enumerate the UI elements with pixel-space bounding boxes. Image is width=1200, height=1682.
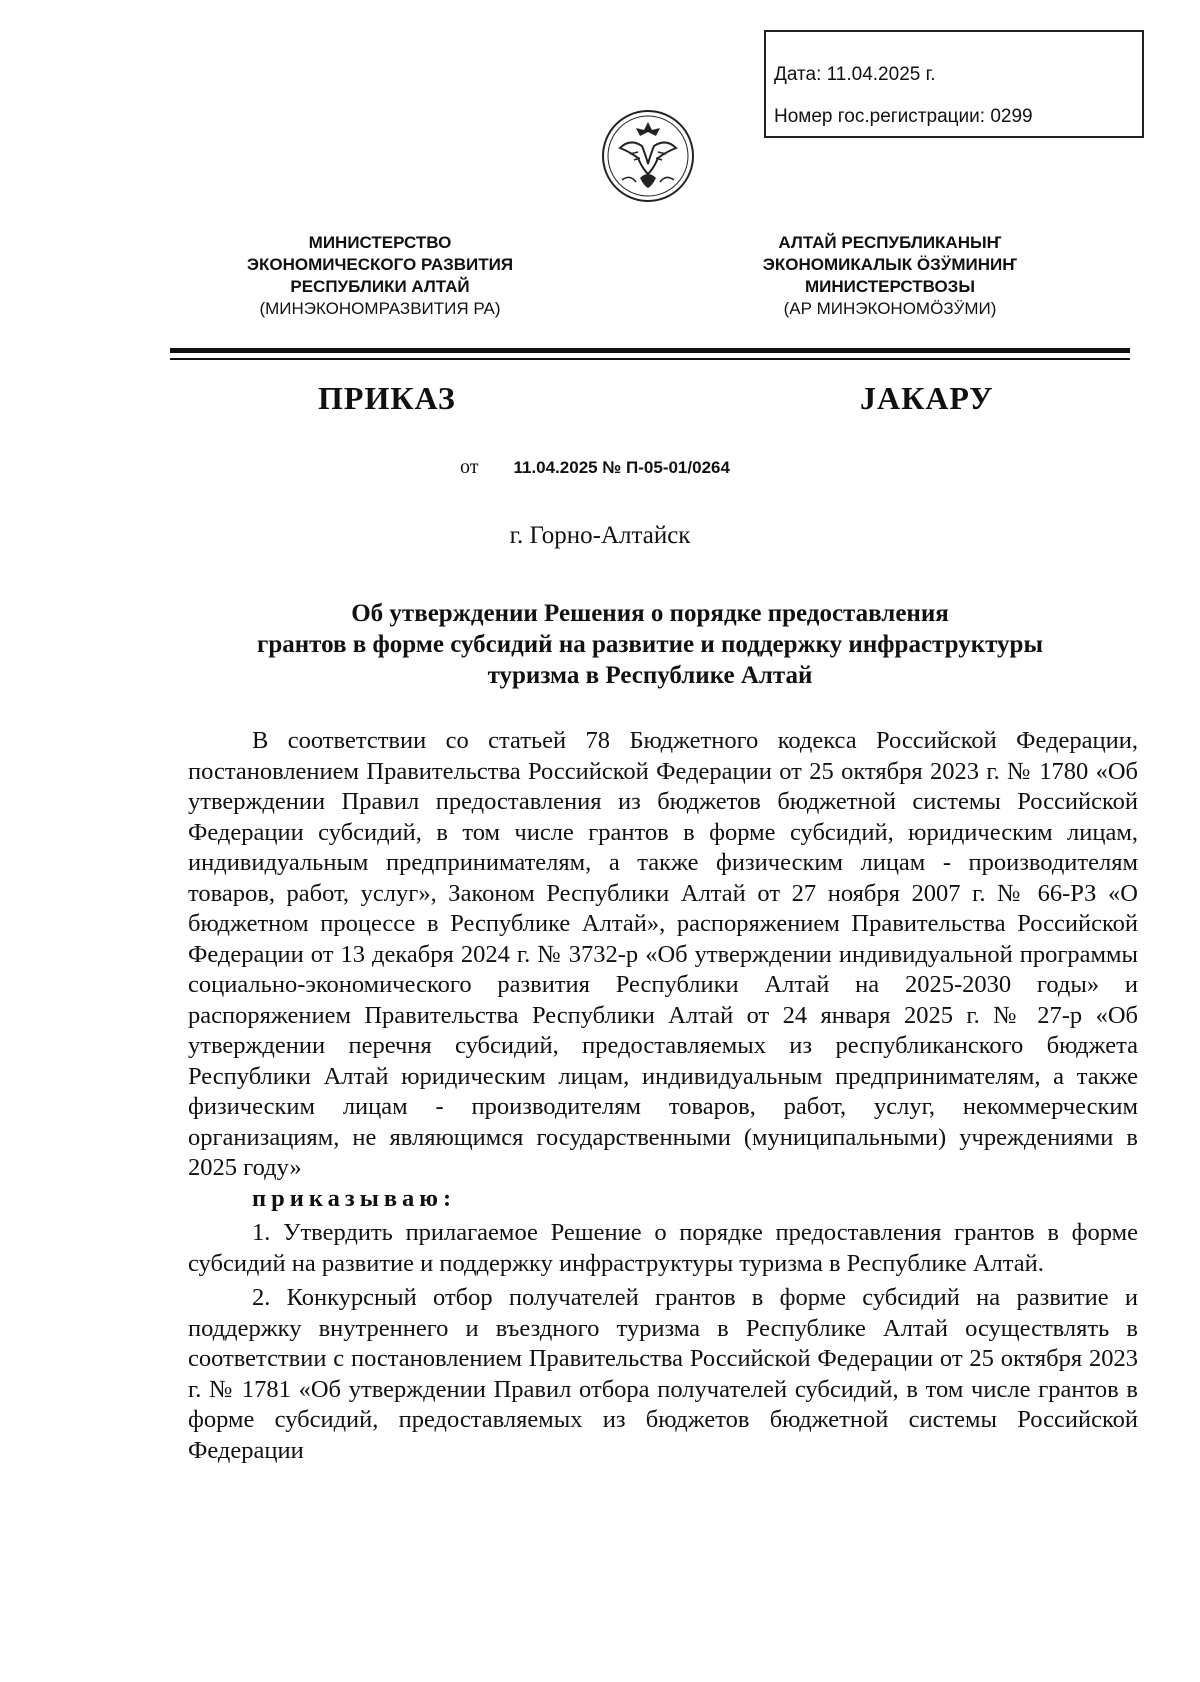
preamble-paragraph: В соответствии со статьей 78 Бюджетного кодекса Российской Федерации, постановлением Правительства Российской Федерации от 25 октября 2023 г. № 1780 «Об утверждении Правил предоставления из бюджетов бюджетной системы Российской Федерации субсидий, в том числе грантов в форме субсидий, юридическим лицам, индивидуальным предпринимателям, а также физическим лицам - производителям товаров, работ, услуг», Законом Республики Алтай от 27 ноября 2007 г. № 66-РЗ «О бюджетном процессе в Республике Алтай», распоряжением Правительства Российской Федерации от 13 декабря 2024 г. № 3732-р «Об утверждении индивидуальной программы социально-экономического развития Республики Алтай на 2025-2030 годы» и распоряжением Правительства Республики Алтай от 24 января 2025 г. № 27-р «Об утверждении перечня субсидий, предоставляемых из республиканского бюджета Республики Алтай юридическим лицам, индивидуальным предпринимателям, а также физическим лицам - производителям товаров, работ, услуг, некоммерческим организациям, не являющимся государственными (муниципальными) учреждениями в 2025 году»	[188, 727, 1138, 1181]
ministry-name-russian	[190, 232, 570, 320]
ministry-ru-abbreviation: (МИНЭКОНОМРАЗВИТИЯ РА)	[259, 299, 501, 318]
subject-line: грантов в форме субсидий на развитие и поддержку инфраструктуры	[257, 631, 1043, 658]
order-city: г. Горно-Алтайск	[509, 522, 691, 549]
subject-line: Об утверждении Решения о порядке предоставления	[351, 600, 949, 627]
order-directive: приказываю:	[252, 1184, 457, 1212]
ministry-ru-line: МИНИСТЕРСТВО	[308, 233, 452, 252]
ministry-name-altai	[700, 232, 1080, 320]
order-item-2: 2. Конкурсный отбор получателей грантов в форме субсидий на развитие и поддержку внутреннего и въездного туризма в Республике Алтай осуществлять в соответствии с постановлением Правительства Российской Федерации от 25 октября 2023 г. № 1781 «Об утверждении Правил отбора получателей субсидий, в том числе грантов в форме субсидий, предоставляемых из бюджетов бюджетной системы Российской Федерации	[188, 1284, 1138, 1464]
order-subject	[180, 598, 1120, 691]
registration-number-label: Номер гос.регистрации:	[774, 106, 986, 127]
ministry-ru-line: ЭКОНОМИЧЕСКОГО РАЗВИТИЯ	[246, 255, 514, 274]
order-title-russian: ПРИКАЗ	[318, 380, 456, 416]
registration-date-label: Дата:	[774, 64, 822, 85]
ministry-ru-line: РЕСПУБЛИКИ АЛТАЙ	[290, 277, 470, 296]
registration-date-value: 11.04.2025 г.	[826, 64, 936, 85]
registration-date	[774, 54, 1142, 96]
order-body	[188, 726, 1138, 1466]
order-date-number: 11.04.2025 № П-05-01/0264	[513, 458, 730, 477]
ministry-alt-line: МИНИСТЕРСТВОЗЫ	[805, 277, 975, 296]
subject-line: туризма в Республике Алтай	[487, 662, 813, 689]
altai-coat-of-arms-icon	[600, 108, 696, 204]
ministry-alt-abbreviation: (АР МИНЭКОНОМÖЗӰМИ)	[783, 299, 997, 318]
order-date-prefix: от	[460, 456, 479, 478]
registration-number-value: 0299	[990, 106, 1033, 127]
order-item-1: 1. Утвердить прилагаемое Решение о порядке предоставления грантов в форме субсидий на развитие и поддержку инфраструктуры туризма в Республике Алтай.	[188, 1219, 1138, 1277]
header-divider-thick	[170, 348, 1130, 353]
registration-number	[774, 96, 1142, 138]
ministry-alt-line: ЭКОНОМИКАЛЫК ÖЗӰМИНИҤ	[762, 255, 1018, 274]
header-divider-thin	[170, 358, 1130, 360]
ministry-alt-line: АЛТАЙ РЕСПУБЛИКАНЫҤ	[778, 233, 1002, 252]
registration-stamp	[764, 30, 1144, 138]
order-title-altai: JАКАРУ	[860, 380, 994, 416]
order-date-line	[460, 456, 730, 479]
